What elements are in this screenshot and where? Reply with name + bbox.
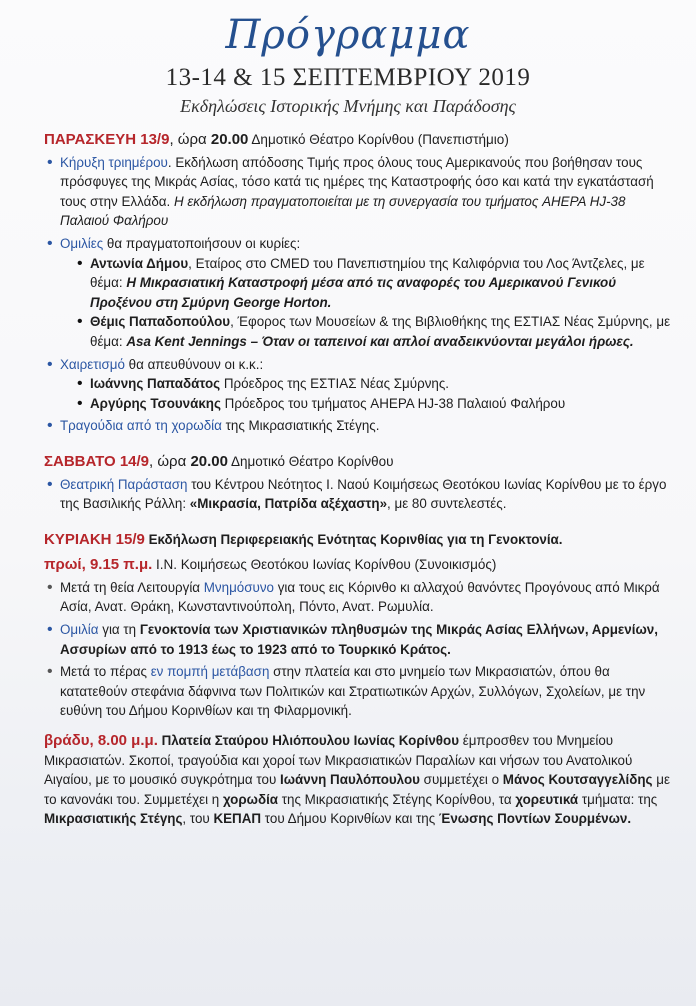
speaker-list bbox=[60, 254, 674, 352]
program-dates: 13-14 & 15 ΣΕΠΤΕΜΒΡΙΟΥ 2019 bbox=[165, 64, 531, 91]
proc-pre: Μετά το πέρας bbox=[60, 664, 151, 680]
greet-text: θα απευθύνουν οι κ.κ.: bbox=[124, 356, 264, 372]
saturday-heading bbox=[44, 452, 674, 472]
memorial-title: Μνημόσυνο bbox=[203, 579, 274, 595]
greet-title: Χαιρετισμό bbox=[60, 356, 125, 372]
morning-time: πρωί, 9.15 π.μ. bbox=[44, 556, 153, 574]
saturday-list bbox=[44, 475, 674, 514]
opening-title: Κήρυξη τριημέρου bbox=[60, 154, 168, 170]
friday-songs bbox=[44, 416, 674, 436]
memorial-text: για τους εις Κόρινθο κι αλλαχού θανόντες Προγόνους από Μικρά Ασία, Ανατ. Θράκη, Κωνσταντινούπολη, Πόντο, Ανατ. Ρωμυλία. bbox=[60, 579, 660, 615]
evening-text7: του Δήμου Κορινθίων και της bbox=[261, 811, 439, 827]
sunday-evening bbox=[44, 731, 674, 829]
evening-text5: τμήματα: της bbox=[578, 791, 658, 807]
talk-pre: για τη bbox=[98, 622, 140, 638]
friday-talks bbox=[44, 234, 674, 352]
evening-singer: Μάνος Κουτσαγγελίδης bbox=[502, 772, 653, 788]
proc-title: εν πομπή μετάβαση bbox=[150, 664, 270, 680]
talk-title: Ομιλία bbox=[60, 622, 99, 638]
play-tail: , με 80 συντελεστές. bbox=[387, 496, 507, 512]
opening-text: . Εκδήλωση απόδοσης Τιμής προς όλους τους Αμερικανούς που βοήθησαν τους πρόσφυγες της Μικράς Ασίας, τόσο κατά τις ημέρες της Καταστροφής όσο και κατά την εγκατάστασή τους στην Ελλάδα. bbox=[60, 154, 654, 209]
morning-venue: Ι.Ν. Κοιμήσεως Θεοτόκου Ιωνίας Κορίνθου (Συνοικισμός) bbox=[152, 557, 497, 573]
saturday-day: ΣΑΒΒΑΤΟ 14/9 bbox=[44, 452, 150, 470]
songs-text: της Μικρασιατικής Στέγης. bbox=[221, 418, 380, 434]
talks-text: θα πραγματοποιήσουν οι κυρίες: bbox=[103, 235, 301, 251]
evening-text6: , του bbox=[182, 811, 214, 827]
greeter2-name: Αργύρης Τσουνάκης bbox=[90, 395, 221, 411]
talk-bold: Γενοκτονία των Χριστιανικών πληθυσμών της Μικράς Ασίας Ελλήνων, Αρμενίων, Ασσυρίων από το 1913 έως το 1923 από το Τουρκικό Κράτος. bbox=[60, 622, 658, 657]
play-title: Θεατρική Παράσταση bbox=[60, 476, 188, 492]
evening-dance: χορευτικά bbox=[515, 791, 579, 807]
evening-group2: ΚΕΠΑΠ bbox=[213, 811, 262, 827]
saturday-play bbox=[44, 475, 674, 514]
friday-list bbox=[44, 153, 674, 436]
friday-venue: Δημοτικό Θέατρο Κορίνθου (Πανεπιστήμιο) bbox=[248, 132, 509, 147]
greeter2-text: Πρόεδρος του τμήματος AHEPA HJ-38 Παλαιού Φαλήρου bbox=[220, 395, 566, 411]
friday-greetings bbox=[44, 355, 674, 414]
play-work: «Μικρασία, Πατρίδα αξέχαστη» bbox=[189, 496, 388, 512]
evening-choir: χορωδία bbox=[222, 791, 279, 807]
sunday-heading bbox=[44, 530, 674, 550]
friday-time: 20.00 bbox=[210, 131, 249, 148]
evening-text3: με το κανονάκι του. Συμμετέχει η bbox=[44, 772, 670, 807]
speaker1-name: Αντωνία Δήμου bbox=[90, 255, 189, 271]
friday-time-prefix: , ώρα bbox=[169, 131, 211, 148]
program-content bbox=[44, 124, 674, 829]
speaker2-topic: Asa Kent Jennings – Όταν οι ταπεινοί και απλοί αναδεικνύονται μεγάλοι ήρωες. bbox=[126, 333, 634, 349]
sunday-morning-heading bbox=[44, 555, 674, 575]
friday-day: ΠΑΡΑΣΚΕΥΗ 13/9 bbox=[44, 131, 170, 148]
sunday-talk bbox=[44, 620, 674, 659]
memorial-pre: Μετά τη θεία Λειτουργία bbox=[60, 579, 204, 595]
opening-italic: Η εκδήλωση πραγματοποιείται με τη συνεργασία του τμήματος AHEPA HJ-38 Παλαιού Φαλήρου bbox=[60, 193, 626, 229]
speaker-1 bbox=[60, 254, 674, 313]
speaker1-topic: Η Μικρασιατική Καταστροφή μέσα από τις αναφορές του Αμερικανού Γενικού Προξένου στη Σμύρνη George Horton. bbox=[90, 275, 617, 310]
program-subtitle: Εκδηλώσεις Ιστορικής Μνήμης και Παράδοσης bbox=[180, 96, 516, 116]
evening-venue: Πλατεία Σταύρου Ηλιόπουλου Ιωνίας Κορίνθου bbox=[157, 733, 459, 749]
evening-text2: συμμετέχει ο bbox=[419, 772, 503, 788]
sunday-procession bbox=[44, 662, 674, 721]
greeter-2 bbox=[60, 394, 674, 414]
program-title: Πρόγραμμα bbox=[225, 12, 471, 58]
songs-title: Τραγούδια από τη χορωδία bbox=[60, 418, 222, 434]
talks-title: Ομιλίες bbox=[60, 235, 104, 251]
evening-time: βράδυ, 8.00 μ.μ. bbox=[44, 732, 158, 750]
saturday-time: 20.00 bbox=[190, 452, 228, 470]
sunday-day: ΚΥΡΙΑΚΗ 15/9 bbox=[44, 530, 145, 548]
evening-group3: Ένωσης Ποντίων Σουρμένων. bbox=[438, 811, 632, 827]
greeter1-name: Ιωάννης Παπαδάτος bbox=[90, 376, 221, 392]
evening-text4: της Μικρασιατικής Στέγης Κορίνθου, τα bbox=[278, 791, 516, 807]
proc-text: στην πλατεία και στο μνημείο των Μικρασιατών, όπου θα κατατεθούν στεφάνια δάφνινα των Πολιτικών και Στρατιωτικών Αρχών, Συλλόγων, Σχολείων, με την ευθύνη του Δήμου Κορινθίων και τη Φιλαρμονική. bbox=[60, 664, 646, 719]
saturday-time-prefix: , ώρα bbox=[149, 452, 191, 470]
evening-text1: έμπροσθεν του Μνημείου Μικρασιατών. Σκοποί, τραγούδια και χοροί των Μικρασιατικών Παραλίων και νήσων του Ανατολικού Αιγαίου, με το μουσικό συγκρότημα του bbox=[44, 733, 633, 788]
sunday-event: Εκδήλωση Περιφερειακής Ενότητας Κορινθίας για τη Γενοκτονία. bbox=[144, 531, 563, 547]
speaker2-text: , Έφορος των Μουσείων & της Βιβλιοθήκης της ΕΣΤΙΑΣ Νέας Σμύρνης, με θέμα: bbox=[90, 314, 671, 349]
sunday-memorial bbox=[44, 578, 674, 617]
greeter1-text: Πρόεδρος της ΕΣΤΙΑΣ Νέας Σμύρνης. bbox=[220, 376, 450, 392]
evening-group1: Μικρασιατικής Στέγης bbox=[44, 811, 183, 827]
saturday-venue: Δημοτικό Θέατρο Κορίνθου bbox=[227, 453, 394, 469]
greeter-list bbox=[60, 374, 674, 413]
speaker1-text: , Εταίρος στο CMED του Πανεπιστημίου της Καλιφόρνια του Λος Άντζελες, με θέμα: bbox=[90, 255, 645, 291]
speaker2-name: Θέμις Παπαδοπούλου bbox=[90, 314, 231, 330]
speaker-2 bbox=[60, 312, 674, 351]
greeter-1 bbox=[60, 374, 674, 394]
friday-heading bbox=[44, 130, 674, 150]
evening-musician: Ιωάννη Παυλόπουλου bbox=[279, 772, 420, 788]
friday-opening bbox=[44, 153, 674, 231]
sunday-list bbox=[44, 578, 674, 721]
play-text: του Κέντρου Νεότητος Ι. Ναού Κοιμήσεως Θεοτόκου Ιωνίας Κορίνθου με το έργο της Βασιλικής Ράλλη: bbox=[60, 476, 667, 512]
